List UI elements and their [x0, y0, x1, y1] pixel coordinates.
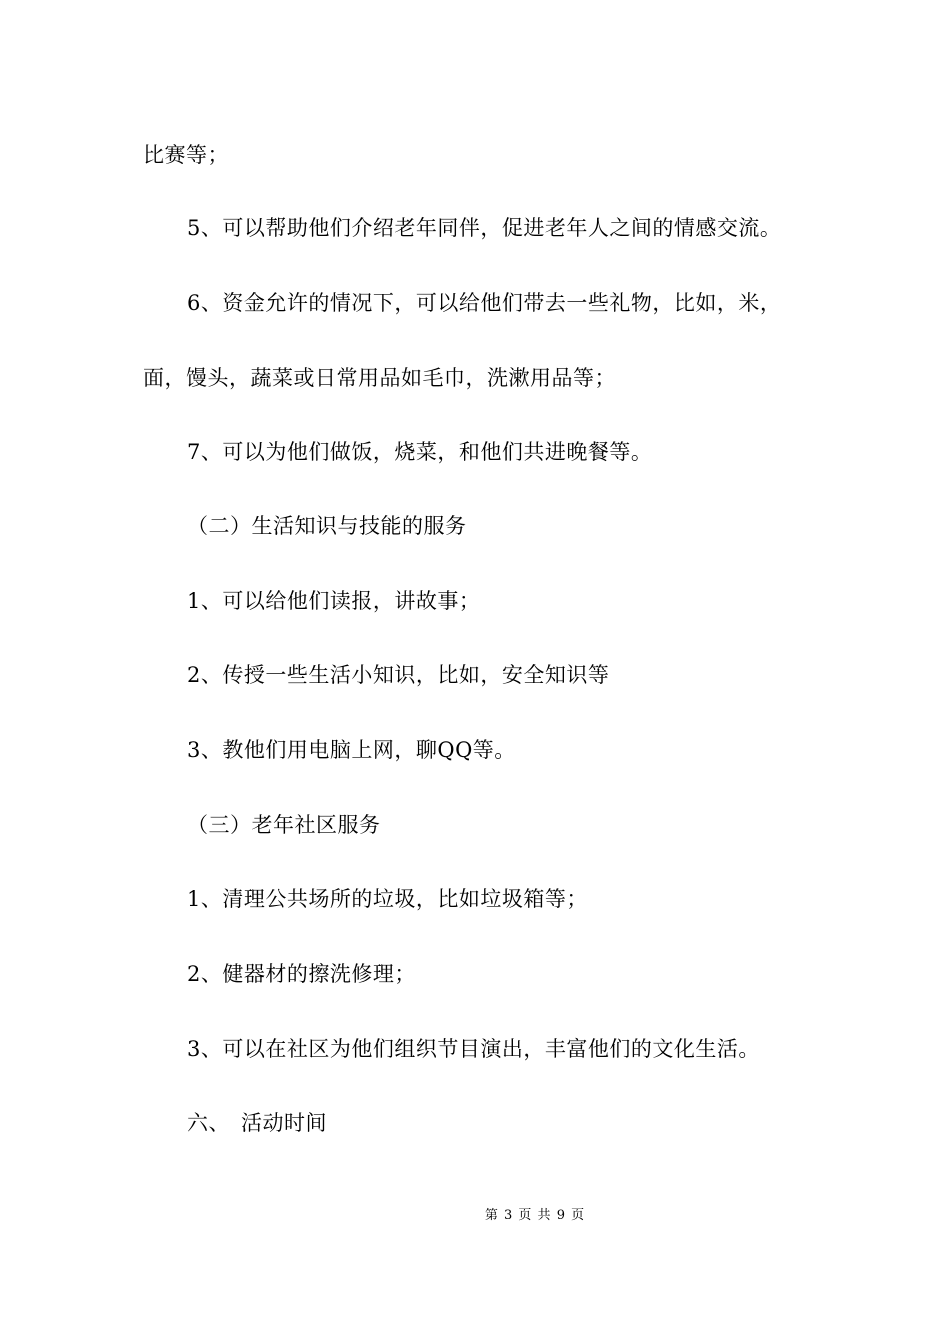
section-heading: 六、 活动时间	[187, 1111, 327, 1135]
paragraph-line: 3、教他们用电脑上网，聊QQ等。	[187, 738, 516, 762]
paragraph-line: 2、健器材的擦洗修理；	[187, 962, 416, 986]
paragraph-line: 1、可以给他们读报，讲故事；	[187, 589, 481, 613]
section-heading: （三）老年社区服务	[187, 813, 381, 837]
paragraph-line: 1、清理公共场所的垃圾，比如垃圾箱等；	[187, 887, 588, 911]
paragraph-line: 比赛等；	[143, 143, 229, 167]
paragraph-line: 3、可以在社区为他们组织节目演出，丰富他们的文化生活。	[187, 1037, 760, 1061]
section-heading: （二）生活知识与技能的服务	[187, 514, 467, 538]
paragraph-line: 面，馒头，蔬菜或日常用品如毛巾，洗漱用品等；	[143, 366, 616, 390]
paragraph-line: 5、可以帮助他们介绍老年同伴，促进老年人之间的情感交流。	[187, 216, 782, 240]
paragraph-line: 2、传授一些生活小知识，比如，安全知识等	[187, 663, 610, 687]
paragraph-line: 7、可以为他们做饭，烧菜，和他们共进晚餐等。	[187, 440, 653, 464]
paragraph-line: 6、资金允许的情况下，可以给他们带去一些礼物，比如，米，	[187, 291, 782, 315]
page-number-footer: 第 3 页 共 9 页	[484, 1208, 586, 1223]
